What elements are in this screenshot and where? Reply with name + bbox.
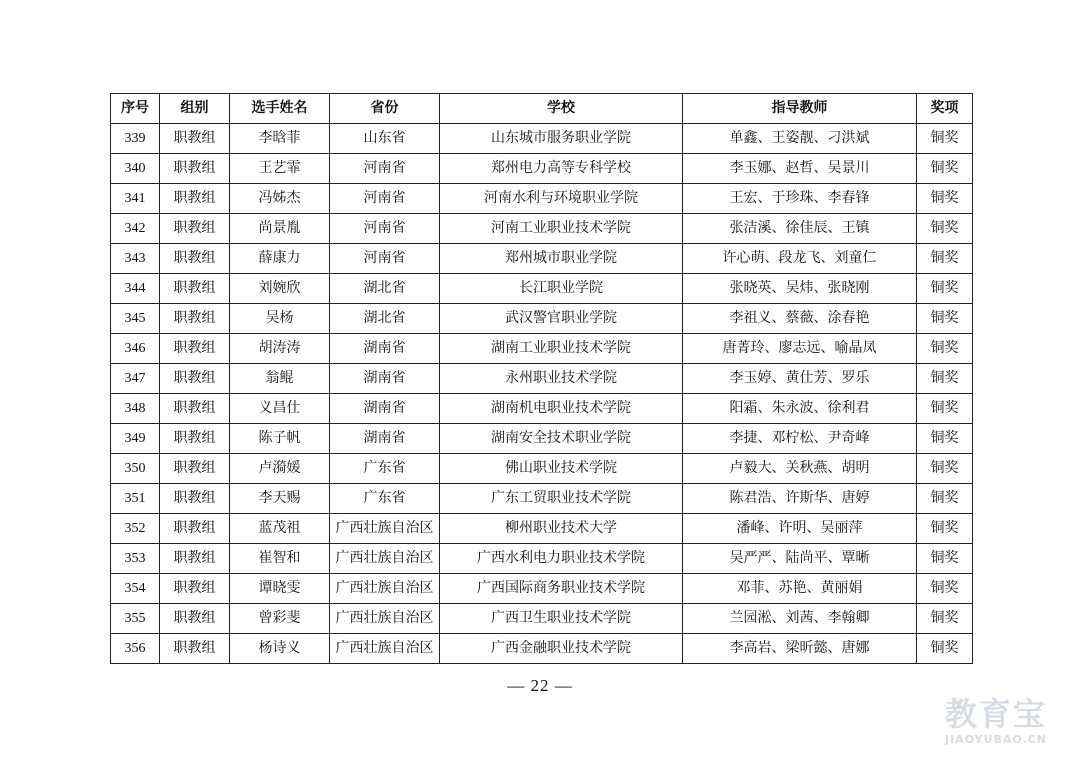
cell-award: 铜奖 xyxy=(917,634,973,664)
table-row xyxy=(111,574,973,604)
cell-advisors: 李高岩、梁昕懿、唐娜 xyxy=(683,634,917,664)
cell-group: 职教组 xyxy=(160,454,230,484)
cell-province: 湖南省 xyxy=(330,394,440,424)
cell-school: 河南工业职业技术学院 xyxy=(440,214,683,244)
cell-contestant: 胡涛涛 xyxy=(230,334,330,364)
cell-contestant: 翁鲲 xyxy=(230,364,330,394)
cell-award: 铜奖 xyxy=(917,244,973,274)
cell-school: 郑州电力高等专科学校 xyxy=(440,154,683,184)
cell-school: 广西国际商务职业技术学院 xyxy=(440,574,683,604)
cell-school: 湖南安全技术职业学院 xyxy=(440,424,683,454)
cell-group: 职教组 xyxy=(160,154,230,184)
cell-province: 广西壮族自治区 xyxy=(330,544,440,574)
cell-award: 铜奖 xyxy=(917,334,973,364)
cell-group: 职教组 xyxy=(160,514,230,544)
cell-award: 铜奖 xyxy=(917,544,973,574)
table-header xyxy=(111,94,973,124)
cell-contestant: 曾彩斐 xyxy=(230,604,330,634)
cell-award: 铜奖 xyxy=(917,214,973,244)
cell-group: 职教组 xyxy=(160,334,230,364)
watermark-logo xyxy=(926,695,1066,751)
cell-advisors: 卢毅大、关秋燕、胡明 xyxy=(683,454,917,484)
cell-advisors: 李捷、邓柠松、尹奇峰 xyxy=(683,424,917,454)
cell-advisors: 潘峰、许明、吴丽萍 xyxy=(683,514,917,544)
cell-group: 职教组 xyxy=(160,244,230,274)
cell-award: 铜奖 xyxy=(917,604,973,634)
cell-index: 352 xyxy=(111,514,160,544)
table-row xyxy=(111,454,973,484)
cell-contestant: 卢漪媛 xyxy=(230,454,330,484)
cell-province: 广西壮族自治区 xyxy=(330,514,440,544)
cell-index: 355 xyxy=(111,604,160,634)
cell-award: 铜奖 xyxy=(917,394,973,424)
table-body xyxy=(111,124,973,664)
cell-school: 武汉警官职业学院 xyxy=(440,304,683,334)
cell-award: 铜奖 xyxy=(917,364,973,394)
cell-advisors: 王宏、于珍珠、李春锋 xyxy=(683,184,917,214)
cell-advisors: 单鑫、王姿靓、刁洪斌 xyxy=(683,124,917,154)
cell-group: 职教组 xyxy=(160,124,230,154)
cell-province: 广东省 xyxy=(330,484,440,514)
header-group: 组别 xyxy=(160,94,230,124)
table-row xyxy=(111,124,973,154)
cell-contestant: 李天赐 xyxy=(230,484,330,514)
cell-advisors: 陈君浩、许斯华、唐婷 xyxy=(683,484,917,514)
cell-school: 湖南机电职业技术学院 xyxy=(440,394,683,424)
table-row xyxy=(111,274,973,304)
cell-province: 山东省 xyxy=(330,124,440,154)
cell-group: 职教组 xyxy=(160,184,230,214)
cell-school: 长江职业学院 xyxy=(440,274,683,304)
cell-index: 348 xyxy=(111,394,160,424)
cell-group: 职教组 xyxy=(160,214,230,244)
cell-contestant: 刘婉欣 xyxy=(230,274,330,304)
cell-award: 铜奖 xyxy=(917,514,973,544)
header-school: 学校 xyxy=(440,94,683,124)
cell-contestant: 王艺霏 xyxy=(230,154,330,184)
cell-index: 346 xyxy=(111,334,160,364)
table-row xyxy=(111,364,973,394)
cell-award: 铜奖 xyxy=(917,274,973,304)
cell-advisors: 李玉婷、黄仕芳、罗乐 xyxy=(683,364,917,394)
cell-index: 344 xyxy=(111,274,160,304)
cell-advisors: 李祖义、蔡薇、涂春艳 xyxy=(683,304,917,334)
cell-index: 341 xyxy=(111,184,160,214)
cell-award: 铜奖 xyxy=(917,424,973,454)
cell-contestant: 谭晓雯 xyxy=(230,574,330,604)
cell-index: 343 xyxy=(111,244,160,274)
cell-province: 湖南省 xyxy=(330,364,440,394)
cell-advisors: 张晓英、吴炜、张晓刚 xyxy=(683,274,917,304)
table-row xyxy=(111,604,973,634)
cell-index: 350 xyxy=(111,454,160,484)
cell-contestant: 薛康力 xyxy=(230,244,330,274)
watermark-text-cn: 教育宝 xyxy=(944,695,1047,733)
cell-group: 职教组 xyxy=(160,604,230,634)
cell-index: 354 xyxy=(111,574,160,604)
table-row xyxy=(111,514,973,544)
cell-contestant: 尚景胤 xyxy=(230,214,330,244)
cell-advisors: 张洁溪、徐佳辰、王镇 xyxy=(683,214,917,244)
cell-advisors: 李玉娜、赵哲、吴景川 xyxy=(683,154,917,184)
cell-province: 河南省 xyxy=(330,184,440,214)
table-row xyxy=(111,484,973,514)
cell-school: 柳州职业技术大学 xyxy=(440,514,683,544)
table-row xyxy=(111,424,973,454)
header-province: 省份 xyxy=(330,94,440,124)
cell-index: 356 xyxy=(111,634,160,664)
cell-school: 广西金融职业技术学院 xyxy=(440,634,683,664)
table-row xyxy=(111,634,973,664)
cell-group: 职教组 xyxy=(160,544,230,574)
table-row xyxy=(111,214,973,244)
cell-school: 广西卫生职业技术学院 xyxy=(440,604,683,634)
cell-index: 342 xyxy=(111,214,160,244)
cell-province: 广西壮族自治区 xyxy=(330,634,440,664)
cell-province: 湖南省 xyxy=(330,424,440,454)
awards-table xyxy=(110,93,973,664)
cell-school: 广西水利电力职业技术学院 xyxy=(440,544,683,574)
cell-school: 佛山职业技术学院 xyxy=(440,454,683,484)
cell-advisors: 唐菁玲、廖志远、喻晶凤 xyxy=(683,334,917,364)
cell-province: 河南省 xyxy=(330,244,440,274)
cell-school: 山东城市服务职业学院 xyxy=(440,124,683,154)
page-number: — 22 — xyxy=(507,676,573,695)
cell-index: 347 xyxy=(111,364,160,394)
cell-province: 湖南省 xyxy=(330,334,440,364)
table-row xyxy=(111,304,973,334)
cell-group: 职教组 xyxy=(160,424,230,454)
header-contestant: 选手姓名 xyxy=(230,94,330,124)
header-index: 序号 xyxy=(111,94,160,124)
cell-group: 职教组 xyxy=(160,484,230,514)
cell-school: 郑州城市职业学院 xyxy=(440,244,683,274)
cell-group: 职教组 xyxy=(160,274,230,304)
cell-group: 职教组 xyxy=(160,634,230,664)
table-row xyxy=(111,244,973,274)
cell-award: 铜奖 xyxy=(917,124,973,154)
table-row xyxy=(111,544,973,574)
cell-province: 广西壮族自治区 xyxy=(330,574,440,604)
cell-award: 铜奖 xyxy=(917,304,973,334)
cell-group: 职教组 xyxy=(160,574,230,604)
cell-advisors: 邓菲、苏艳、黄丽娟 xyxy=(683,574,917,604)
cell-contestant: 陈子帆 xyxy=(230,424,330,454)
cell-school: 河南水利与环境职业学院 xyxy=(440,184,683,214)
cell-province: 广东省 xyxy=(330,454,440,484)
cell-group: 职教组 xyxy=(160,394,230,424)
cell-contestant: 李晗菲 xyxy=(230,124,330,154)
watermark-text-en: JIAOYUBAO.CN xyxy=(944,733,1048,746)
header-row xyxy=(111,94,973,124)
header-award: 奖项 xyxy=(917,94,973,124)
cell-index: 339 xyxy=(111,124,160,154)
cell-contestant: 蓝茂祖 xyxy=(230,514,330,544)
cell-award: 铜奖 xyxy=(917,454,973,484)
cell-index: 353 xyxy=(111,544,160,574)
table-row xyxy=(111,334,973,364)
header-advisors: 指导教师 xyxy=(683,94,917,124)
cell-award: 铜奖 xyxy=(917,184,973,214)
cell-province: 河南省 xyxy=(330,214,440,244)
cell-province: 广西壮族自治区 xyxy=(330,604,440,634)
cell-contestant: 崔智和 xyxy=(230,544,330,574)
cell-advisors: 阳霜、朱永波、徐利君 xyxy=(683,394,917,424)
cell-group: 职教组 xyxy=(160,304,230,334)
cell-index: 351 xyxy=(111,484,160,514)
table-row xyxy=(111,154,973,184)
cell-index: 345 xyxy=(111,304,160,334)
table-row xyxy=(111,184,973,214)
cell-school: 湖南工业职业技术学院 xyxy=(440,334,683,364)
cell-contestant: 冯姊杰 xyxy=(230,184,330,214)
cell-advisors: 许心萌、段龙飞、刘童仁 xyxy=(683,244,917,274)
cell-advisors: 吴严严、陆尚平、覃晰 xyxy=(683,544,917,574)
cell-index: 340 xyxy=(111,154,160,184)
cell-province: 河南省 xyxy=(330,154,440,184)
cell-province: 湖北省 xyxy=(330,304,440,334)
cell-contestant: 义昌仕 xyxy=(230,394,330,424)
cell-school: 广东工贸职业技术学院 xyxy=(440,484,683,514)
cell-group: 职教组 xyxy=(160,364,230,394)
cell-award: 铜奖 xyxy=(917,484,973,514)
table-row xyxy=(111,394,973,424)
cell-province: 湖北省 xyxy=(330,274,440,304)
cell-index: 349 xyxy=(111,424,160,454)
cell-contestant: 杨诗义 xyxy=(230,634,330,664)
cell-award: 铜奖 xyxy=(917,154,973,184)
cell-contestant: 吴杨 xyxy=(230,304,330,334)
cell-advisors: 兰园淞、刘茜、李翰卿 xyxy=(683,604,917,634)
cell-award: 铜奖 xyxy=(917,574,973,604)
cell-school: 永州职业技术学院 xyxy=(440,364,683,394)
